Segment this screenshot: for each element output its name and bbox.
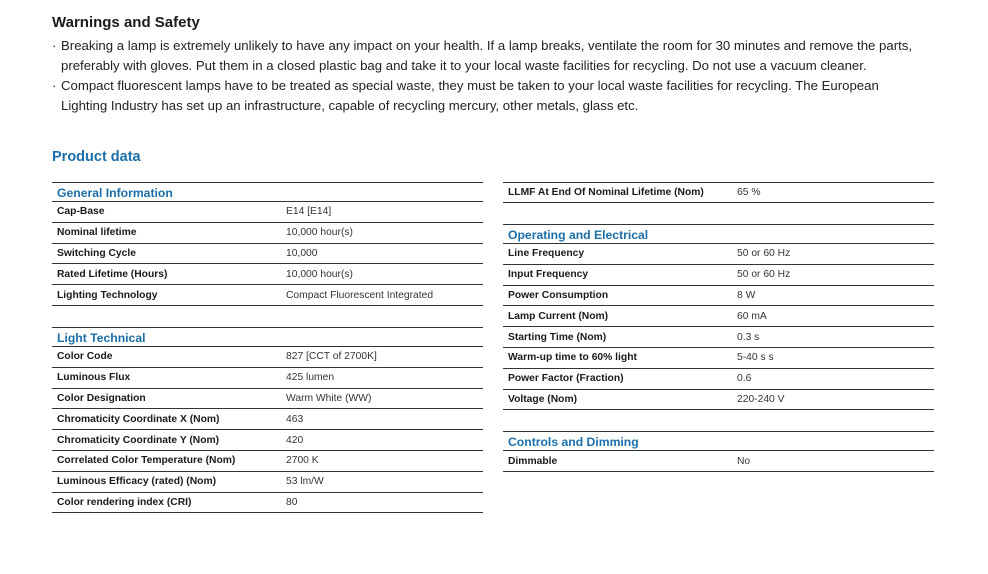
spec-label: Color rendering index (CRI) bbox=[57, 496, 192, 508]
spec-label: Rated Lifetime (Hours) bbox=[57, 268, 168, 280]
spec-label: Input Frequency bbox=[508, 269, 589, 281]
spec-label: Color Designation bbox=[57, 392, 146, 404]
spec-row bbox=[503, 390, 934, 411]
spec-value: No bbox=[737, 455, 751, 467]
spec-row bbox=[503, 244, 934, 265]
spec-row bbox=[503, 369, 934, 390]
spec-row bbox=[52, 264, 483, 285]
spec-row bbox=[503, 451, 934, 472]
spec-label: Power Factor (Fraction) bbox=[508, 373, 624, 385]
spec-row bbox=[52, 244, 483, 265]
spec-value: 420 bbox=[286, 434, 304, 446]
warning-item: · Compact fluorescent lamps have to be treated as special waste, they must be taken to your local waste facilities for recycling. The European Lighting Industry has set up an infrastructure, capable of recycling mercury, other metals, glass etc. bbox=[52, 76, 922, 116]
spec-value: 10,000 hour(s) bbox=[286, 227, 353, 239]
spec-row bbox=[503, 348, 934, 369]
warning-text: Breaking a lamp is extremely unlikely to have any impact on your health. If a lamp breaks, ventilate the room for 30 minutes and remove the parts, preferably with gloves. Put them in a closed plastic bag and take it to your local waste facilities for recycling. Do not use a vacuum cleaner. bbox=[61, 38, 913, 73]
spec-value: 10,000 bbox=[286, 247, 318, 259]
spec-label: Cap-Base bbox=[57, 206, 105, 218]
right-spec-column bbox=[503, 182, 934, 472]
spec-row bbox=[52, 202, 483, 223]
spec-value: 463 bbox=[286, 413, 304, 425]
spec-label: Chromaticity Coordinate Y (Nom) bbox=[57, 434, 220, 446]
spec-value: 425 lumen bbox=[286, 372, 335, 384]
spec-row bbox=[52, 472, 483, 493]
spec-label: Lamp Current (Nom) bbox=[508, 310, 609, 322]
spec-value: 65 % bbox=[737, 187, 761, 198]
spec-value: 10,000 hour(s) bbox=[286, 268, 353, 280]
spec-value: 5-40 s s bbox=[737, 352, 774, 364]
section-general-information: General Information bbox=[52, 182, 483, 202]
product-data-title: Product data bbox=[52, 149, 141, 165]
spec-row bbox=[503, 327, 934, 348]
section-spacer bbox=[503, 410, 934, 431]
warnings-list bbox=[52, 36, 922, 116]
spec-value: 827 [CCT of 2700K] bbox=[286, 351, 377, 363]
warnings-title: Warnings and Safety bbox=[52, 14, 200, 31]
spec-value: 8 W bbox=[737, 289, 756, 301]
spec-label: Lighting Technology bbox=[57, 289, 158, 301]
spec-label: Line Frequency bbox=[508, 248, 585, 260]
section-operating-electrical: Operating and Electrical bbox=[503, 224, 934, 244]
spec-label: Luminous Efficacy (rated) (Nom) bbox=[57, 476, 217, 488]
spec-label: Color Code bbox=[57, 351, 113, 363]
spec-row bbox=[52, 389, 483, 410]
spec-label: LLMF At End Of Nominal Lifetime (Nom) bbox=[508, 187, 704, 198]
section-spacer bbox=[503, 203, 934, 224]
spec-row bbox=[503, 265, 934, 286]
spec-label: Correlated Color Temperature (Nom) bbox=[57, 455, 236, 467]
spec-row bbox=[52, 223, 483, 244]
spec-row bbox=[503, 286, 934, 307]
spec-row bbox=[52, 451, 483, 472]
spec-row bbox=[52, 347, 483, 368]
spec-label: Chromaticity Coordinate X (Nom) bbox=[57, 413, 220, 425]
spec-label: Warm-up time to 60% light bbox=[508, 352, 637, 364]
spec-row bbox=[52, 285, 483, 306]
section-spacer bbox=[52, 306, 483, 327]
spec-row bbox=[503, 182, 934, 203]
spec-value: Warm White (WW) bbox=[286, 392, 372, 404]
left-spec-column bbox=[52, 182, 483, 513]
spec-value: 50 or 60 Hz bbox=[737, 248, 791, 260]
spec-value: 50 or 60 Hz bbox=[737, 269, 791, 281]
spec-label: Dimmable bbox=[508, 455, 558, 467]
spec-value: E14 [E14] bbox=[286, 206, 332, 218]
warning-text: Compact fluorescent lamps have to be treated as special waste, they must be taken to your local waste facilities for recycling. The European Lighting Industry has set up an infrastructure, capable of recycling mercury, other metals, glass etc. bbox=[61, 78, 879, 113]
spec-value: 2700 K bbox=[286, 455, 319, 467]
spec-row bbox=[52, 430, 483, 451]
spec-value: 0.3 s bbox=[737, 331, 760, 343]
spec-label: Luminous Flux bbox=[57, 372, 131, 384]
warning-item: · Breaking a lamp is extremely unlikely to have any impact on your health. If a lamp breaks, ventilate the room for 30 minutes and remove the parts, preferably with gloves. Put them in a closed plastic bag and take it to your local waste facilities for recycling. Do not use a vacuum cleaner. bbox=[52, 36, 922, 76]
spec-row bbox=[52, 409, 483, 430]
spec-value: 0.6 bbox=[737, 373, 752, 385]
spec-row bbox=[52, 368, 483, 389]
spec-value: 220-240 V bbox=[737, 393, 785, 405]
spec-value: 80 bbox=[286, 496, 298, 508]
spec-label: Power Consumption bbox=[508, 289, 609, 301]
spec-row bbox=[52, 493, 483, 514]
spec-value: 60 mA bbox=[737, 310, 767, 322]
spec-label: Switching Cycle bbox=[57, 247, 136, 259]
section-light-technical: Light Technical bbox=[52, 327, 483, 347]
spec-label: Voltage (Nom) bbox=[508, 393, 578, 405]
section-controls-dimming: Controls and Dimming bbox=[503, 431, 934, 451]
spec-label: Nominal lifetime bbox=[57, 227, 137, 239]
spec-value: Compact Fluorescent Integrated bbox=[286, 289, 434, 301]
spec-value: 53 lm/W bbox=[286, 476, 324, 488]
spec-label: Starting Time (Nom) bbox=[508, 331, 607, 343]
spec-row bbox=[503, 306, 934, 327]
